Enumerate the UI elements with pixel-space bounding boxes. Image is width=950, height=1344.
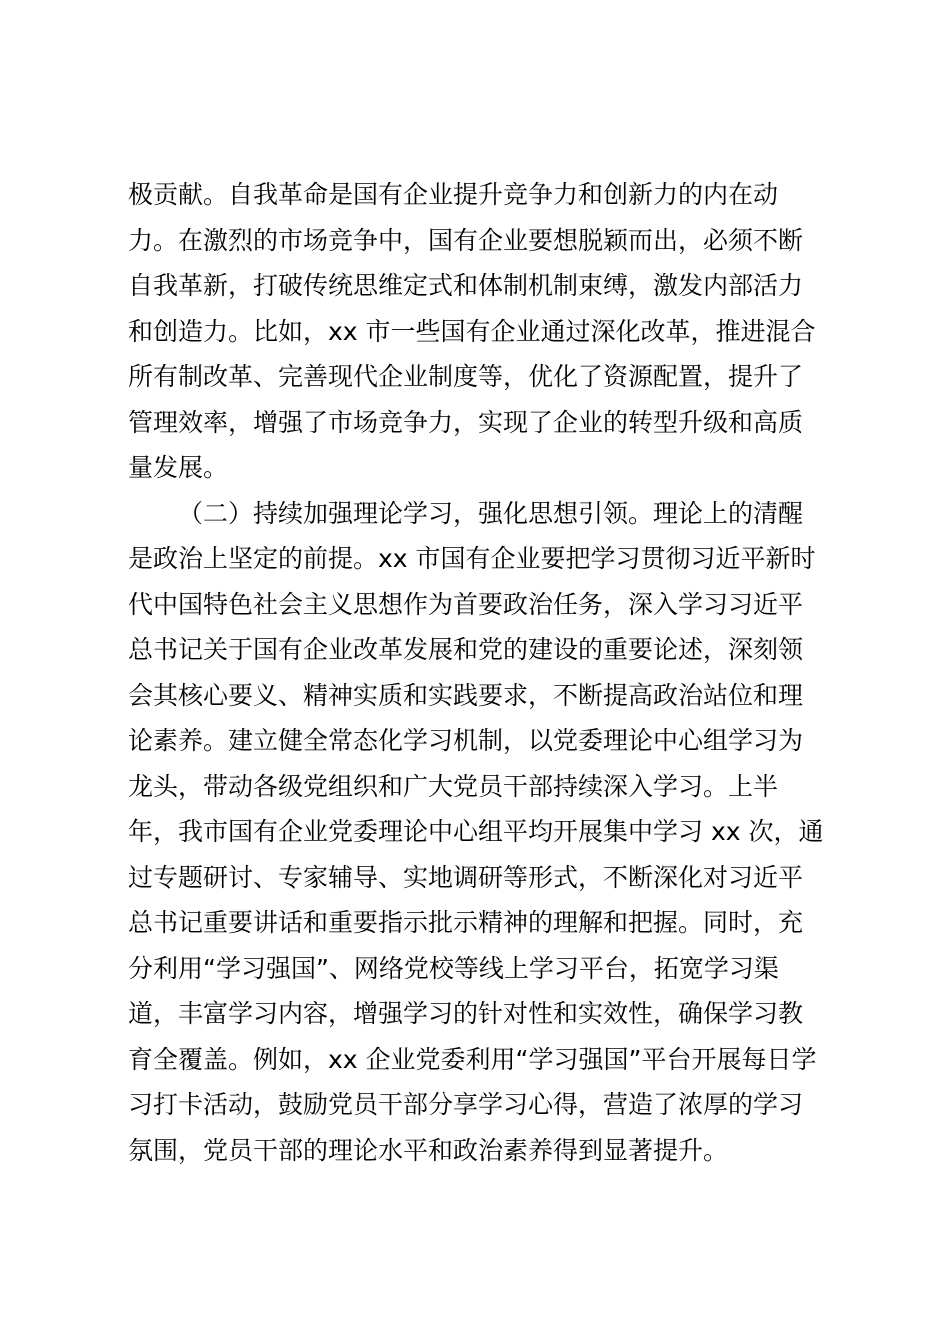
text-line: 习打卡活动，鼓励党员干部分享学习心得，营造了浓厚的学习 — [128, 1090, 804, 1119]
text-line: 育全覆盖。例如，xx 企业党委利用“学习强国”平台开展每日学 — [128, 1044, 817, 1074]
text-line: 代中国特色社会主义思想作为首要政治任务，深入学习习近平 — [128, 589, 804, 619]
section-heading-line: （二）持续加强理论学习，强化思想引领。理论上的清醒 — [178, 498, 804, 528]
text-line: 年，我市国有企业党委理论中心组平均开展集中学习 xx 次，通 — [128, 817, 824, 846]
body-text — [128, 172, 838, 1173]
text-line: 所有制改革、完善现代企业制度等，优化了资源配置，提升了 — [128, 362, 804, 391]
text-line: 量发展。 — [128, 453, 229, 482]
text-line: 自我革新，打破传统思维定式和体制机制束缚，激发内部活力 — [128, 271, 804, 300]
text-line: 论素养。建立健全常态化学习机制，以党委理论中心组学习为 — [128, 726, 804, 755]
text-line: 和创造力。比如，xx 市一些国有企业通过深化改革，推进混合 — [128, 316, 816, 346]
text-line: 是政治上坚定的前提。xx 市国有企业要把学习贯彻习近平新时 — [128, 544, 816, 573]
text-line: 会其核心要义、精神实质和实践要求，不断提高政治站位和理 — [128, 680, 804, 710]
text-line: 总书记关于国有企业改革发展和党的建设的重要论述，深刻领 — [128, 635, 804, 664]
text-line: 极贡献。自我革命是国有企业提升竞争力和创新力的内在动 — [128, 180, 779, 209]
text-line: 龙头，带动各级党组织和广大党员干部持续深入学习。上半 — [128, 771, 779, 801]
text-line: 氛围，党员干部的理论水平和政治素养得到显著提升。 — [128, 1135, 729, 1165]
text-line: 管理效率，增强了市场竞争力，实现了企业的转型升级和高质 — [128, 407, 804, 437]
text-line: 总书记重要讲话和重要指示批示精神的理解和把握。同时，充 — [128, 908, 804, 937]
text-line: 分利用“学习强国”、网络党校等线上学习平台，拓宽学习渠 — [128, 953, 779, 983]
text-line: 过专题研讨、专家辅导、实地调研等形式，不断深化对习近平 — [128, 862, 804, 892]
text-line: 道，丰富学习内容，增强学习的针对性和实效性，确保学习教 — [128, 999, 804, 1028]
text-line: 力。在激烈的市场竞争中，国有企业要想脱颖而出，必须不断 — [128, 225, 804, 255]
